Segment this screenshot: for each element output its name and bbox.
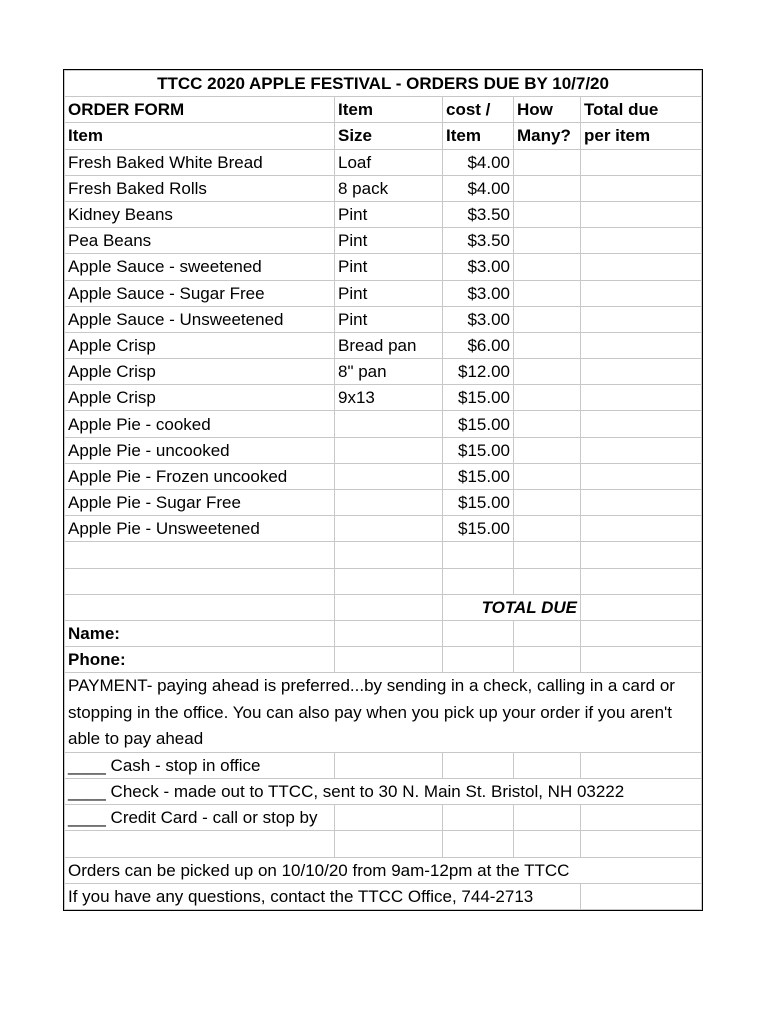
how-many-cell[interactable]: [514, 385, 581, 411]
item-row: [65, 306, 702, 332]
total-row: [65, 594, 702, 620]
header-cost-2: Item: [443, 123, 514, 149]
item-size: Pint: [335, 228, 443, 254]
how-many-cell[interactable]: [514, 411, 581, 437]
header-item: Item: [65, 123, 335, 149]
phone-row: [65, 647, 702, 673]
payment-text: PAYMENT- paying ahead is preferred...by sending in a check, calling in a card or stopping in the office. You can also pay when you pick up your order if you aren't able to pay ahead: [65, 673, 702, 753]
item-cost: $15.00: [443, 463, 514, 489]
pickup-row: [65, 857, 702, 883]
item-cost: $3.50: [443, 201, 514, 227]
total-due-cell[interactable]: [581, 332, 702, 358]
blank-row: [65, 568, 702, 594]
how-many-cell[interactable]: [514, 332, 581, 358]
how-many-cell[interactable]: [514, 490, 581, 516]
contact-row: [65, 883, 702, 909]
header-how-many-2: Many?: [514, 123, 581, 149]
item-name: Apple Crisp: [65, 332, 335, 358]
blank-row: [65, 831, 702, 857]
item-name: Apple Crisp: [65, 359, 335, 385]
item-name: Apple Pie - cooked: [65, 411, 335, 437]
item-name: Fresh Baked White Bread: [65, 149, 335, 175]
item-cost: $6.00: [443, 332, 514, 358]
phone-label: Phone:: [65, 647, 335, 673]
item-size: Bread pan: [335, 332, 443, 358]
how-many-cell[interactable]: [514, 437, 581, 463]
check-row: [65, 779, 702, 805]
item-cost: $4.00: [443, 175, 514, 201]
total-due-cell[interactable]: [581, 228, 702, 254]
how-many-cell[interactable]: [514, 306, 581, 332]
title-row: [65, 71, 702, 97]
item-cost: $15.00: [443, 516, 514, 542]
how-many-cell[interactable]: [514, 228, 581, 254]
item-row: [65, 228, 702, 254]
header-row-2: [65, 123, 702, 149]
item-row: [65, 463, 702, 489]
item-size: Loaf: [335, 149, 443, 175]
item-name: Apple Pie - Sugar Free: [65, 490, 335, 516]
pickup-info: Orders can be picked up on 10/10/20 from 9am-12pm at the TTCC: [65, 857, 702, 883]
total-due-cell[interactable]: [581, 385, 702, 411]
header-how-many-1: How: [514, 97, 581, 123]
item-size: 9x13: [335, 385, 443, 411]
item-row: [65, 411, 702, 437]
item-name: Apple Pie - uncooked: [65, 437, 335, 463]
phone-field[interactable]: [335, 647, 443, 673]
total-due-cell[interactable]: [581, 490, 702, 516]
header-item-size-2: Size: [335, 123, 443, 149]
item-name: Apple Pie - Unsweetened: [65, 516, 335, 542]
card-row: [65, 805, 702, 831]
header-cost-1: cost /: [443, 97, 514, 123]
item-cost: $15.00: [443, 437, 514, 463]
item-cost: $3.00: [443, 254, 514, 280]
payment-row: [65, 673, 702, 753]
item-size: Pint: [335, 306, 443, 332]
item-row: [65, 201, 702, 227]
item-size: 8" pan: [335, 359, 443, 385]
item-size: Pint: [335, 254, 443, 280]
item-size: [335, 516, 443, 542]
item-name: Fresh Baked Rolls: [65, 175, 335, 201]
item-name: Apple Sauce - Unsweetened: [65, 306, 335, 332]
total-due-cell[interactable]: [581, 280, 702, 306]
header-item-size-1: Item: [335, 97, 443, 123]
item-size: [335, 490, 443, 516]
total-due-cell[interactable]: [581, 149, 702, 175]
total-due-cell[interactable]: [581, 306, 702, 332]
how-many-cell[interactable]: [514, 149, 581, 175]
item-cost: $12.00: [443, 359, 514, 385]
item-cost: $15.00: [443, 385, 514, 411]
header-total-1: Total due: [581, 97, 702, 123]
total-due-cell[interactable]: [581, 516, 702, 542]
how-many-cell[interactable]: [514, 516, 581, 542]
item-row: [65, 254, 702, 280]
item-name: Apple Sauce - Sugar Free: [65, 280, 335, 306]
total-due-label: TOTAL DUE: [443, 594, 581, 620]
name-label: Name:: [65, 620, 335, 646]
payment-cash-option[interactable]: ____ Cash - stop in office: [65, 752, 335, 778]
item-row: [65, 149, 702, 175]
item-cost: $4.00: [443, 149, 514, 175]
blank-row: [65, 542, 702, 568]
item-size: [335, 437, 443, 463]
item-size: Pint: [335, 280, 443, 306]
how-many-cell[interactable]: [514, 463, 581, 489]
item-row: [65, 332, 702, 358]
item-name: Kidney Beans: [65, 201, 335, 227]
item-size: Pint: [335, 201, 443, 227]
item-name: Pea Beans: [65, 228, 335, 254]
item-name: Apple Pie - Frozen uncooked: [65, 463, 335, 489]
item-row: [65, 490, 702, 516]
item-row: [65, 516, 702, 542]
payment-check-option[interactable]: ____ Check - made out to TTCC, sent to 30 N. Main St. Bristol, NH 03222: [65, 779, 702, 805]
item-name: Apple Sauce - sweetened: [65, 254, 335, 280]
item-size: [335, 411, 443, 437]
item-size: [335, 463, 443, 489]
item-row: [65, 280, 702, 306]
order-form-table: [64, 70, 702, 910]
payment-card-option[interactable]: ____ Credit Card - call or stop by: [65, 805, 335, 831]
total-due-cell[interactable]: [581, 359, 702, 385]
item-cost: $15.00: [443, 490, 514, 516]
total-due-cell[interactable]: [581, 411, 702, 437]
name-row: [65, 620, 702, 646]
total-due-value[interactable]: [581, 594, 702, 620]
total-due-cell[interactable]: [581, 437, 702, 463]
how-many-cell[interactable]: [514, 359, 581, 385]
how-many-cell[interactable]: [514, 254, 581, 280]
total-due-cell[interactable]: [581, 463, 702, 489]
header-total-2: per item: [581, 123, 702, 149]
how-many-cell[interactable]: [514, 175, 581, 201]
contact-info: If you have any questions, contact the TTCC Office, 744-2713: [65, 883, 581, 909]
total-due-cell[interactable]: [581, 254, 702, 280]
item-row: [65, 359, 702, 385]
item-cost: $15.00: [443, 411, 514, 437]
how-many-cell[interactable]: [514, 201, 581, 227]
item-name: Apple Crisp: [65, 385, 335, 411]
item-size: 8 pack: [335, 175, 443, 201]
item-row: [65, 437, 702, 463]
item-row: [65, 385, 702, 411]
item-cost: $3.00: [443, 306, 514, 332]
total-due-cell[interactable]: [581, 175, 702, 201]
form-title: TTCC 2020 APPLE FESTIVAL - ORDERS DUE BY 10/7/20: [65, 71, 702, 97]
item-row: [65, 175, 702, 201]
header-row-1: [65, 97, 702, 123]
name-field[interactable]: [335, 620, 443, 646]
item-cost: $3.50: [443, 228, 514, 254]
cash-row: [65, 752, 702, 778]
how-many-cell[interactable]: [514, 280, 581, 306]
header-order-form: ORDER FORM: [65, 97, 335, 123]
total-due-cell[interactable]: [581, 201, 702, 227]
item-cost: $3.00: [443, 280, 514, 306]
